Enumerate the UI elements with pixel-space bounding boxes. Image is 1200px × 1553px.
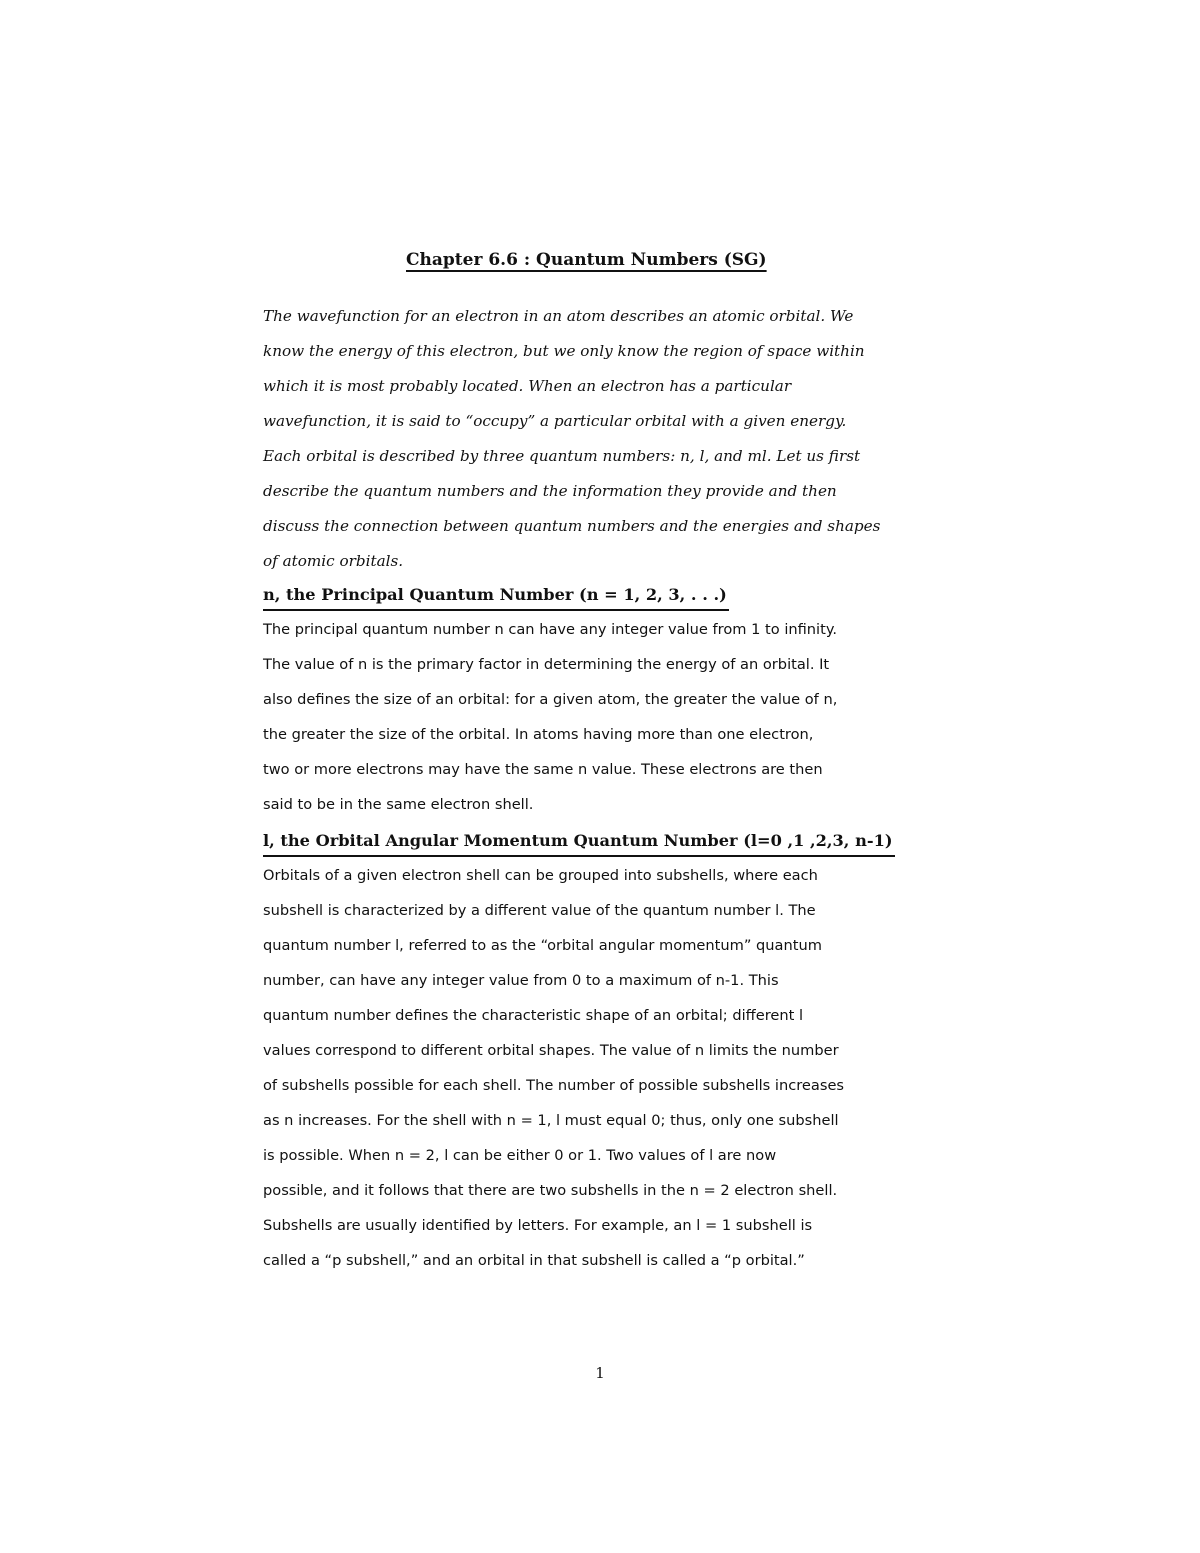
intro-line: The wavefunction for an electron in an atom describes an atomic orbital. We	[263, 307, 854, 325]
paragraph-line: subshell is characterized by a different value of the quantum number l. The	[263, 902, 816, 919]
heading-underline	[263, 855, 895, 857]
intro-paragraph	[263, 299, 880, 579]
section-heading-text: n, the Principal Quantum Number (n = 1, 2, 3, . . .)	[263, 585, 727, 604]
paragraph-line: number, can have any integer value from 0 to a maximum of n-1. This	[263, 972, 779, 989]
intro-line: which it is most probably located. When an electron has a particular	[263, 377, 792, 395]
paragraph-line: The principal quantum number n can have any integer value from 1 to infinity.	[263, 621, 838, 638]
paragraph-line: of subshells possible for each shell. The number of possible subshells increases	[263, 1077, 845, 1094]
section-heading-text: l, the Orbital Angular Momentum Quantum Number (l=0 ,1 ,2,3, n-1)	[263, 831, 893, 850]
angular-momentum-paragraph	[263, 858, 844, 1278]
section-heading-principal	[263, 582, 727, 608]
paragraph-line: also defines the size of an orbital: for a given atom, the greater the value of n,	[263, 691, 838, 708]
paragraph-line: the greater the size of the orbital. In atoms having more than one electron,	[263, 726, 814, 743]
paragraph-line: Subshells are usually identified by letters. For example, an l = 1 subshell is	[263, 1217, 813, 1234]
intro-line: Each orbital is described by three quantum numbers: n, l, and ml. Let us first	[263, 447, 861, 465]
paragraph-line: quantum number defines the characteristic shape of an orbital; different l	[263, 1007, 804, 1024]
paragraph-line: quantum number l, referred to as the “orbital angular momentum” quantum	[263, 937, 822, 954]
paragraph-line: is possible. When n = 2, l can be either 0 or 1. Two values of l are now	[263, 1147, 777, 1164]
intro-line: wavefunction, it is said to “occupy” a particular orbital with a given energy.	[263, 412, 847, 430]
paragraph-line: two or more electrons may have the same n value. These electrons are then	[263, 761, 823, 778]
paragraph-line: called a “p subshell,” and an orbital in that subshell is called a “p orbital.”	[263, 1252, 805, 1269]
section-heading-angular-momentum	[263, 828, 893, 854]
chapter-title: Chapter 6.6 : Quantum Numbers (SG)	[406, 250, 767, 270]
intro-line: of atomic orbitals.	[263, 552, 404, 570]
paragraph-line: as n increases. For the shell with n = 1, l must equal 0; thus, only one subshell	[263, 1112, 839, 1129]
intro-line: know the energy of this electron, but we only know the region of space within	[263, 342, 865, 360]
heading-underline	[263, 609, 729, 611]
paragraph-line: Orbitals of a given electron shell can be grouped into subshells, where each	[263, 867, 818, 884]
paragraph-line: possible, and it follows that there are two subshells in the n = 2 electron shell.	[263, 1182, 838, 1199]
paragraph-line: The value of n is the primary factor in determining the energy of an orbital. It	[263, 656, 830, 673]
intro-line: discuss the connection between quantum numbers and the energies and shapes	[263, 517, 881, 535]
paragraph-line: values correspond to different orbital shapes. The value of n limits the number	[263, 1042, 839, 1059]
principal-paragraph	[263, 612, 837, 822]
page-number: 1	[595, 1364, 605, 1382]
intro-line: describe the quantum numbers and the information they provide and then	[263, 482, 837, 500]
paragraph-line: said to be in the same electron shell.	[263, 796, 534, 813]
